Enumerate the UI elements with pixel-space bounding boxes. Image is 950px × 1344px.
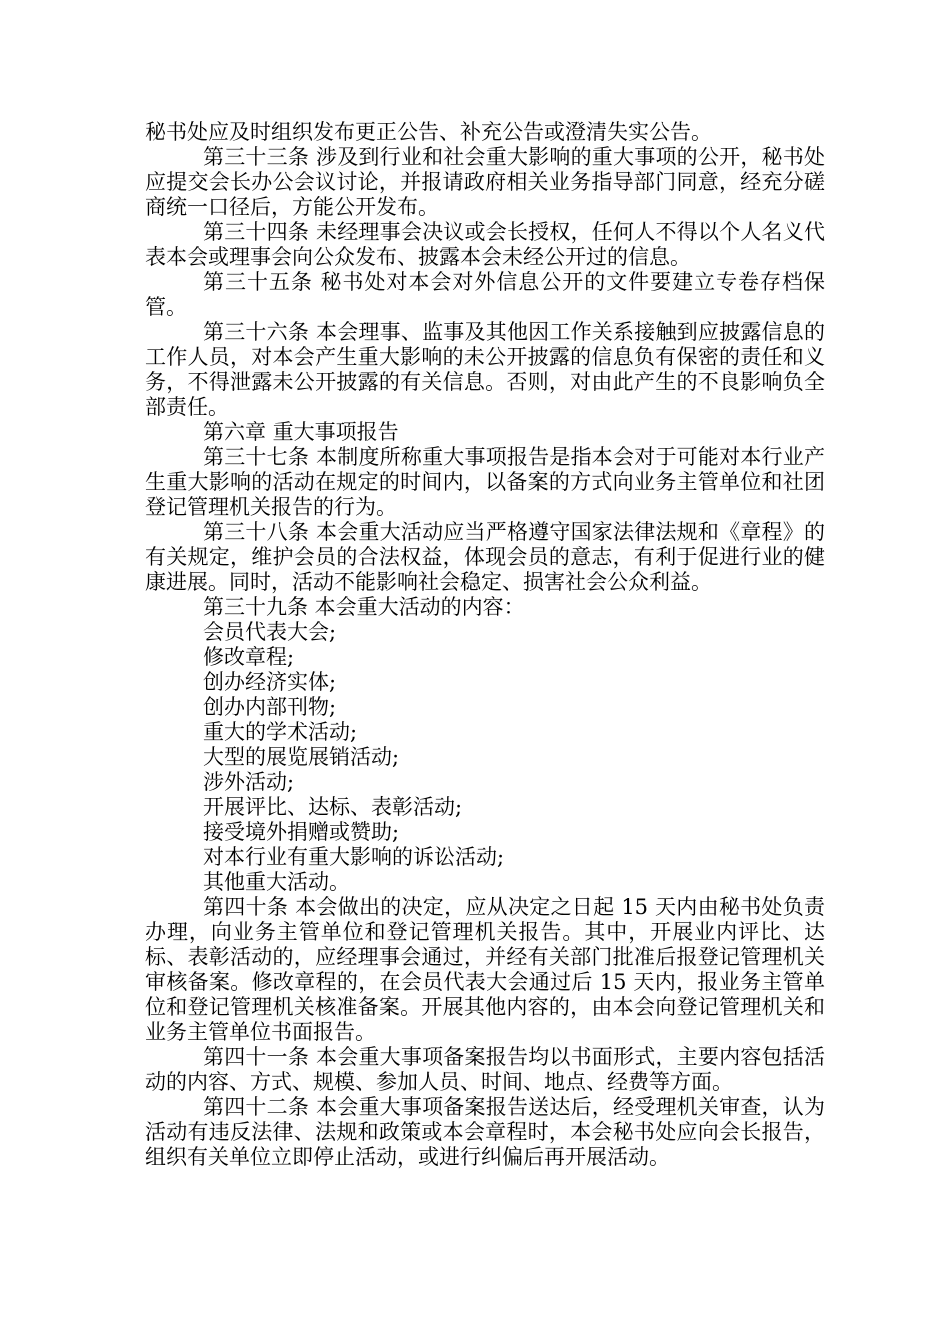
document-body — [145, 120, 825, 1170]
list-item: 对本行业有重大影响的诉讼活动; — [203, 845, 505, 869]
article-paragraph: 第三十九条 本会重大活动的内容： — [203, 595, 525, 619]
list-item: 开展评比、达标、表彰活动; — [203, 795, 463, 819]
article-paragraph: 第三十三条 涉及到行业和社会重大影响的重大事项的公开，秘书处应提交会长办公会议讨论，并报请政府相关业务指导部门同意，经充分磋商统一口径后，方能公开发布。 — [145, 145, 825, 219]
list-item: 创办内部刊物; — [203, 695, 337, 719]
article-paragraph: 第四十条 本会做出的决定，应从决定之日起 15 天内由秘书处负责办理，向业务主管单位和登记管理机关报告。其中，开展业内评比、达标、表彰活动的，应经理事会通过，并经有关部门批准后报登记管理机关审核备案。修改章程的，在会员代表大会通过后 15 天内，报业务主管单位和登记管理机关核准备案。开展其他内容的，由本会向登记管理机关和业务主管单位书面报告。 — [145, 895, 825, 1044]
article-paragraph: 第四十二条 本会重大事项备案报告送达后，经受理机关审查，认为活动有违反法律、法规和政策或本会章程时，本会秘书处应向会长报告，组织有关单位立即停止活动，或进行纠偏后再开展活动。 — [145, 1095, 825, 1169]
list-item: 创办经济实体; — [203, 670, 337, 694]
list-item: 大型的展览展销活动; — [203, 745, 400, 769]
article-paragraph: 第三十七条 本制度所称重大事项报告是指本会对于可能对本行业产生重大影响的活动在规定的时间内，以备案的方式向业务主管单位和社团登记管理机关报告的行为。 — [145, 445, 825, 519]
list-item: 涉外活动; — [203, 770, 295, 794]
list-item: 接受境外捐赠或赞助; — [203, 820, 400, 844]
list-item: 重大的学术活动; — [203, 720, 358, 744]
paragraph: 秘书处应及时组织发布更正公告、补充公告或澄清失实公告。 — [145, 120, 712, 144]
list-item: 其他重大活动。 — [203, 870, 350, 894]
article-paragraph: 第三十四条 未经理事会决议或会长授权，任何人不得以个人名义代表本会或理事会向公众发布、披露本会未经公开过的信息。 — [145, 220, 825, 269]
list-item: 修改章程; — [203, 645, 295, 669]
list-item: 会员代表大会; — [203, 620, 337, 644]
article-paragraph: 第三十六条 本会理事、监事及其他因工作关系接触到应披露信息的工作人员，对本会产生重大影响的未公开披露的信息负有保密的责任和义务，不得泄露未公开披露的有关信息。否则，对由此产生的不良影响负全部责任。 — [145, 320, 825, 419]
article-paragraph: 第三十八条 本会重大活动应当严格遵守国家法律法规和《章程》的有关规定，维护会员的合法权益，体现会员的意志，有利于促进行业的健康进展。同时，活动不能影响社会稳定、损害社会公众利益。 — [145, 520, 825, 594]
chapter-heading: 第六章 重大事项报告 — [203, 420, 399, 444]
article-paragraph: 第三十五条 秘书处对本会对外信息公开的文件要建立专卷存档保管。 — [145, 270, 825, 319]
article-paragraph: 第四十一条 本会重大事项备案报告均以书面形式，主要内容包括活动的内容、方式、规模、参加人员、时间、地点、经费等方面。 — [145, 1045, 825, 1094]
